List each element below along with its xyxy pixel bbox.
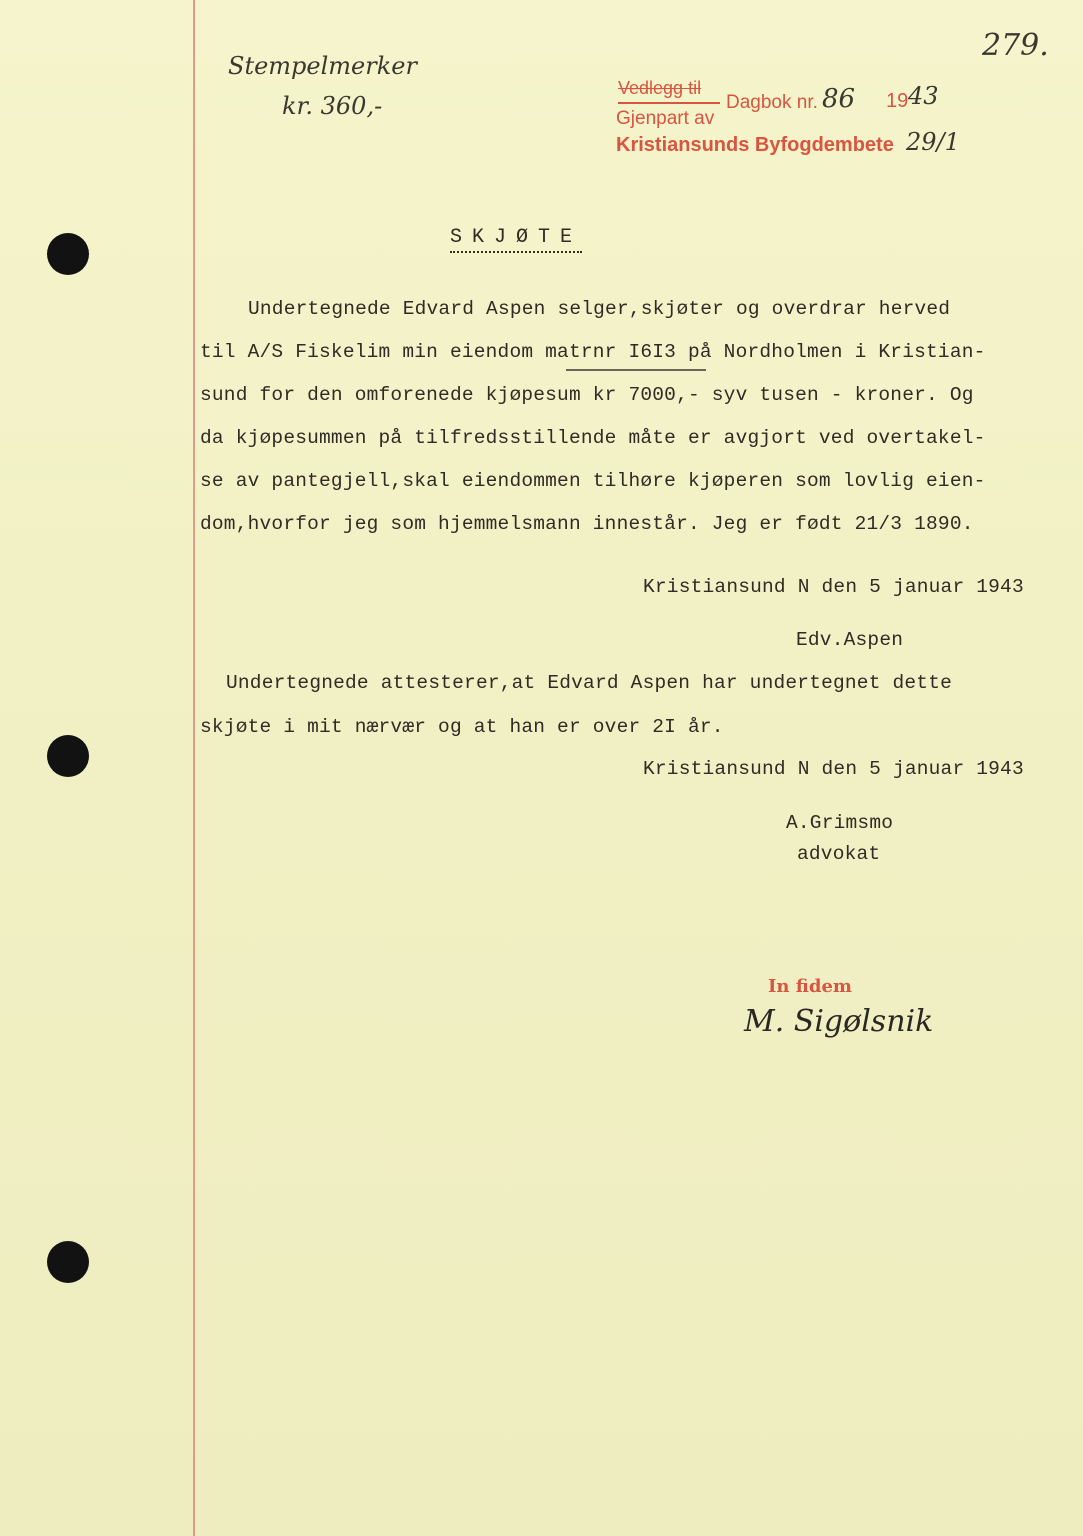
- body-line-1: Undertegnede Edvard Aspen selger,skjøter og overdrar herved: [248, 298, 951, 320]
- place-date-1: Kristiansund N den 5 januar 1943: [643, 576, 1024, 598]
- stamp-divider: [618, 102, 720, 104]
- stamp-dagbok-label: Dagbok nr.: [726, 92, 818, 113]
- document-title: SKJØTE: [450, 226, 582, 253]
- punch-hole-top: [47, 233, 89, 275]
- witness-title: advokat: [797, 843, 881, 865]
- stamp-vedlegg: Vedlegg til: [618, 78, 702, 98]
- certification-signature: M. Sigølsnik: [744, 1004, 934, 1039]
- stamp-office: Kristiansunds Byfogdembete: [616, 134, 894, 156]
- page-number: 279.: [982, 28, 1049, 63]
- witness-name: A.Grimsmo: [786, 812, 894, 834]
- punch-hole-bottom: [47, 1241, 89, 1283]
- body-line-3: sund for den omforenede kjøpesum kr 7000,- syv tusen - kroner. Og: [200, 384, 974, 406]
- stamp-year-prefix: 19: [886, 90, 909, 112]
- body-line-6: dom,hvorfor jeg som hjemmelsmann innestår. Jeg er født 21/3 1890.: [200, 513, 974, 535]
- seller-signature: Edv.Aspen: [796, 629, 904, 651]
- stamp-gjenpart: Gjenpart av: [616, 108, 715, 129]
- margin-rule: [193, 0, 195, 1536]
- punch-hole-middle: [47, 735, 89, 777]
- stamp-duty-amount: kr. 360,-: [282, 92, 383, 120]
- stamp-date: 29/1: [906, 128, 960, 156]
- place-date-2: Kristiansund N den 5 januar 1943: [643, 758, 1024, 780]
- attest-line-2: skjøte i mit nærvær og at han er over 2I år.: [200, 716, 724, 738]
- stamp-year-suffix: 43: [908, 82, 939, 110]
- in-fidem-stamp: In fidem: [768, 976, 852, 997]
- stamp-dagbok-number: 86: [822, 84, 856, 114]
- matrnr-underline: [566, 369, 706, 371]
- body-line-2: til A/S Fiskelim min eiendom matrnr I6I3 på Nordholmen i Kristian-: [200, 341, 986, 363]
- body-line-4: da kjøpesummen på tilfredsstillende måte er avgjort ved overtakel-: [200, 427, 986, 449]
- body-line-5: se av pantegjell,skal eiendommen tilhøre kjøperen som lovlig eien-: [200, 470, 986, 492]
- stamp-duty-label: Stempelmerker: [228, 52, 417, 80]
- attest-line-1: Undertegnede attesterer,at Edvard Aspen har undertegnet dette: [226, 672, 953, 694]
